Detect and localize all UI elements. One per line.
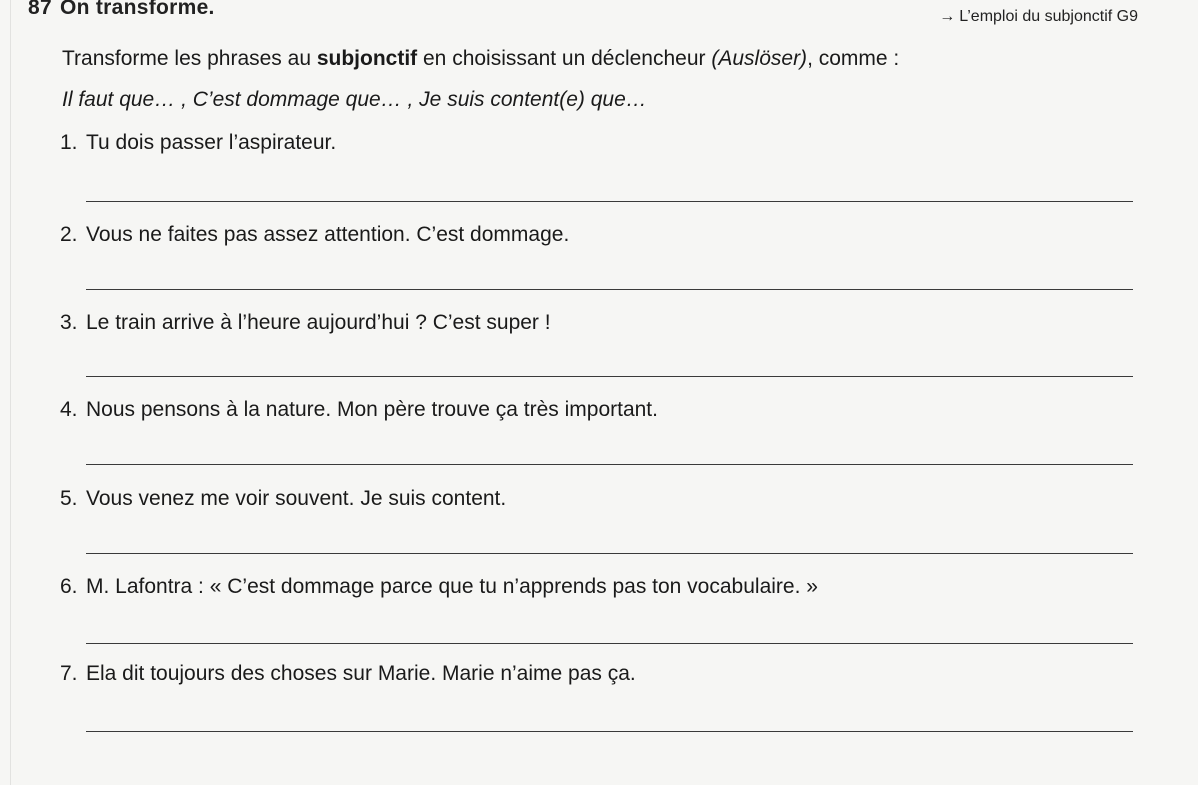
grammar-reference [939, 8, 1138, 26]
answer-line-5[interactable] [86, 553, 1133, 554]
trigger-examples: Il faut que… , C’est dommage que… , Je suis content(e) que… [62, 88, 647, 111]
exercise-item-3 [60, 311, 551, 335]
item-number: 6. [60, 575, 78, 598]
instruction-text-3: , comme : [807, 47, 900, 70]
grammar-reference-text: L’emploi du subjonctif G9 [959, 8, 1138, 25]
item-number: 4. [60, 398, 78, 421]
answer-line-2[interactable] [86, 289, 1133, 290]
item-text: Vous ne faites pas assez attention. C’est dommage. [86, 223, 570, 246]
item-text: Ela dit toujours des choses sur Marie. Marie n’aime pas ça. [86, 662, 636, 685]
item-number: 5. [60, 487, 78, 510]
item-number: 2. [60, 223, 78, 246]
arrow-right-icon: → [939, 8, 956, 25]
item-text: Le train arrive à l’heure aujourd’hui ? C’est super ! [86, 311, 551, 334]
answer-line-1[interactable] [86, 201, 1133, 202]
exercise-item-1 [60, 131, 336, 155]
answer-line-6[interactable] [86, 643, 1133, 644]
exercise-item-4 [60, 398, 658, 422]
item-text: M. Lafontra : « C’est dommage parce que tu n’apprends pas ton vocabulaire. » [86, 575, 818, 598]
item-number: 7. [60, 662, 78, 685]
instruction-text-2: en choisissant un déclencheur [417, 47, 712, 70]
instruction-text-1: Transforme les phrases au [62, 47, 317, 70]
page-edge [10, 0, 11, 785]
instruction-italic: (Auslöser) [711, 47, 808, 70]
exercise-title: On transforme. [59, 0, 215, 19]
instruction-bold: subjonctif [316, 47, 418, 70]
item-number: 1. [60, 131, 78, 154]
answer-line-4[interactable] [86, 464, 1133, 465]
exercise-item-6 [60, 575, 818, 599]
item-text: Vous venez me voir souvent. Je suis content. [86, 487, 507, 510]
item-text: Tu dois passer l’aspirateur. [86, 131, 337, 154]
answer-line-3[interactable] [86, 376, 1133, 377]
exercise-item-2 [60, 223, 569, 247]
answer-line-7[interactable] [86, 731, 1133, 732]
exercise-item-7 [60, 662, 636, 686]
exercise-header [28, 0, 215, 20]
item-text: Nous pensons à la nature. Mon père trouve ça très important. [86, 398, 658, 421]
exercise-item-5 [60, 487, 506, 511]
item-number: 3. [60, 311, 78, 334]
exercise-number: 87 [28, 0, 52, 19]
instruction [62, 47, 899, 71]
